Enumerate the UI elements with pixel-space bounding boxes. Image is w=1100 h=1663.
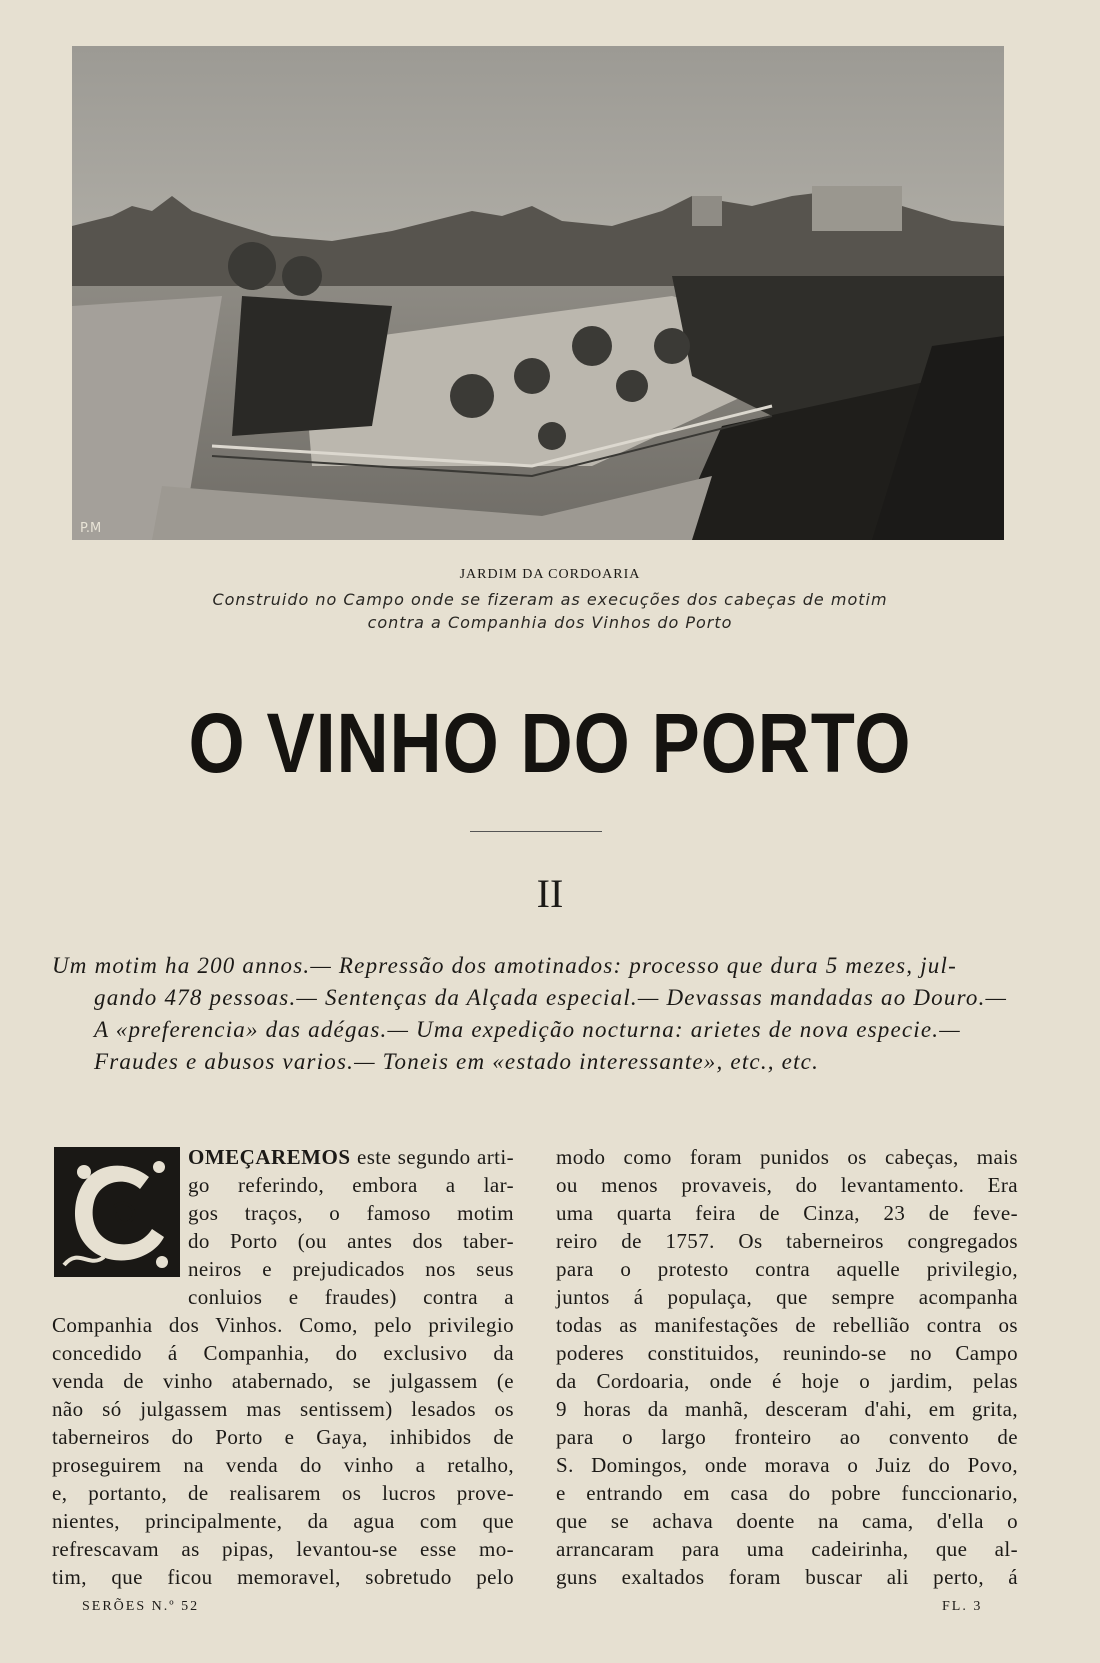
photographer-mark: P.M [80,521,102,536]
text-line: e entrando em casa do pobre funccionario, [556,1481,1018,1505]
divider-rule [470,831,602,832]
text-line: arrancaram para uma cadeirinha, que al- [556,1537,1018,1561]
text-line: do Porto (ou antes dos taber- [188,1229,514,1253]
text-line: gos traços, o famoso motim [188,1201,514,1225]
first-line [52,1143,514,1171]
text-line: proseguirem na venda do vinho a retalho, [52,1453,514,1477]
text-line: refrescavam as pipas, levantou-se esse mo- [52,1537,514,1561]
section-numeral: II [536,871,564,916]
text-line: taberneiros do Porto e Gaya, inhibidos de [52,1425,514,1449]
photo-illustration [72,46,1004,540]
text-line: nientes, principalmente, da agua com que [52,1509,514,1533]
text-line: go referindo, embora a lar- [188,1173,514,1197]
summary-line: Um motim ha 200 annos.— Repressão dos amotinados: processo que dura 5 mezes, jul- [52,953,957,978]
text-line: que se achava doente na cama, d'ella o [556,1509,1018,1533]
text-line: e, portanto, de realisarem os lucros prove- [52,1481,514,1505]
text-line: tim, que ficou memoravel, sobretudo pelo [52,1565,514,1589]
opening-word: OMEÇAREMOS [188,1145,351,1169]
text-line: uma quarta feira de Cinza, 23 de feve- [556,1201,1018,1225]
article-headline: O VINHO DO PORTO [188,696,912,790]
garden-photograph [72,46,1004,540]
text-line: não só julgassem mas sentissem) lesados os [52,1397,514,1421]
article-column-right [556,1143,1018,1591]
text-line: para o protesto contra aquelle privilegio, [556,1257,1018,1281]
text-line: poderes constituidos, reunindo-se no Campo [556,1341,1018,1365]
summary-line: gando 478 pessoas.— Sentenças da Alçada especial.— Devassas mandadas ao Douro.— [94,985,1008,1010]
first-line-rest: este segundo arti- [350,1145,514,1169]
text-line: da Cordoaria, onde é hoje o jardim, pelas [556,1369,1018,1393]
text-line: venda de vinho atabernado, se julgassem (e [52,1369,514,1393]
text-line: concedido á Companhia, do exclusivo da [52,1341,514,1365]
text-line: 9 horas da manhã, desceram d'ahi, em grita, [556,1397,1018,1421]
caption-title: JARDIM DA CORDOARIA [459,567,641,582]
text-line: conluios e fraudes) contra a [188,1285,514,1309]
article-column-left [52,1143,514,1591]
text-line: todas as manifestações de rebellião contra os [556,1313,1018,1337]
text-line: S. Domingos, onde morava o Juiz do Povo, [556,1453,1018,1477]
text-line: ou menos provaveis, do levantamento. Era [556,1173,1018,1197]
text-line: neiros e prejudicados nos seus [188,1257,514,1281]
footer-issue: SERÕES N.º 52 [82,1599,200,1614]
text-line: juntos á populaça, que sempre acompanha [556,1285,1018,1309]
text-line: guns exaltados foram buscar ali perto, á [556,1565,1018,1589]
article-summary [52,950,1018,1078]
footer-sheet: FL. 3 [942,1599,983,1614]
summary-line: Fraudes e abusos varios.— Toneis em «estado interessante», etc., etc. [94,1049,820,1074]
caption-line-1: Construido no Campo onde se fizeram as execuções dos cabeças de motim [212,590,888,609]
caption-line-2: contra a Companhia dos Vinhos do Porto [367,613,733,632]
summary-line: A «preferencia» das adégas.— Uma expedição nocturna: arietes de nova especie.— [94,1017,961,1042]
text-line: reiro de 1757. Os taberneiros congregados [556,1229,1018,1253]
text-line: Companhia dos Vinhos. Como, pelo privilegio [52,1313,514,1337]
text-line: para o largo fronteiro ao convento de [556,1425,1018,1449]
text-line: modo como foram punidos os cabeças, mais [556,1145,1018,1169]
